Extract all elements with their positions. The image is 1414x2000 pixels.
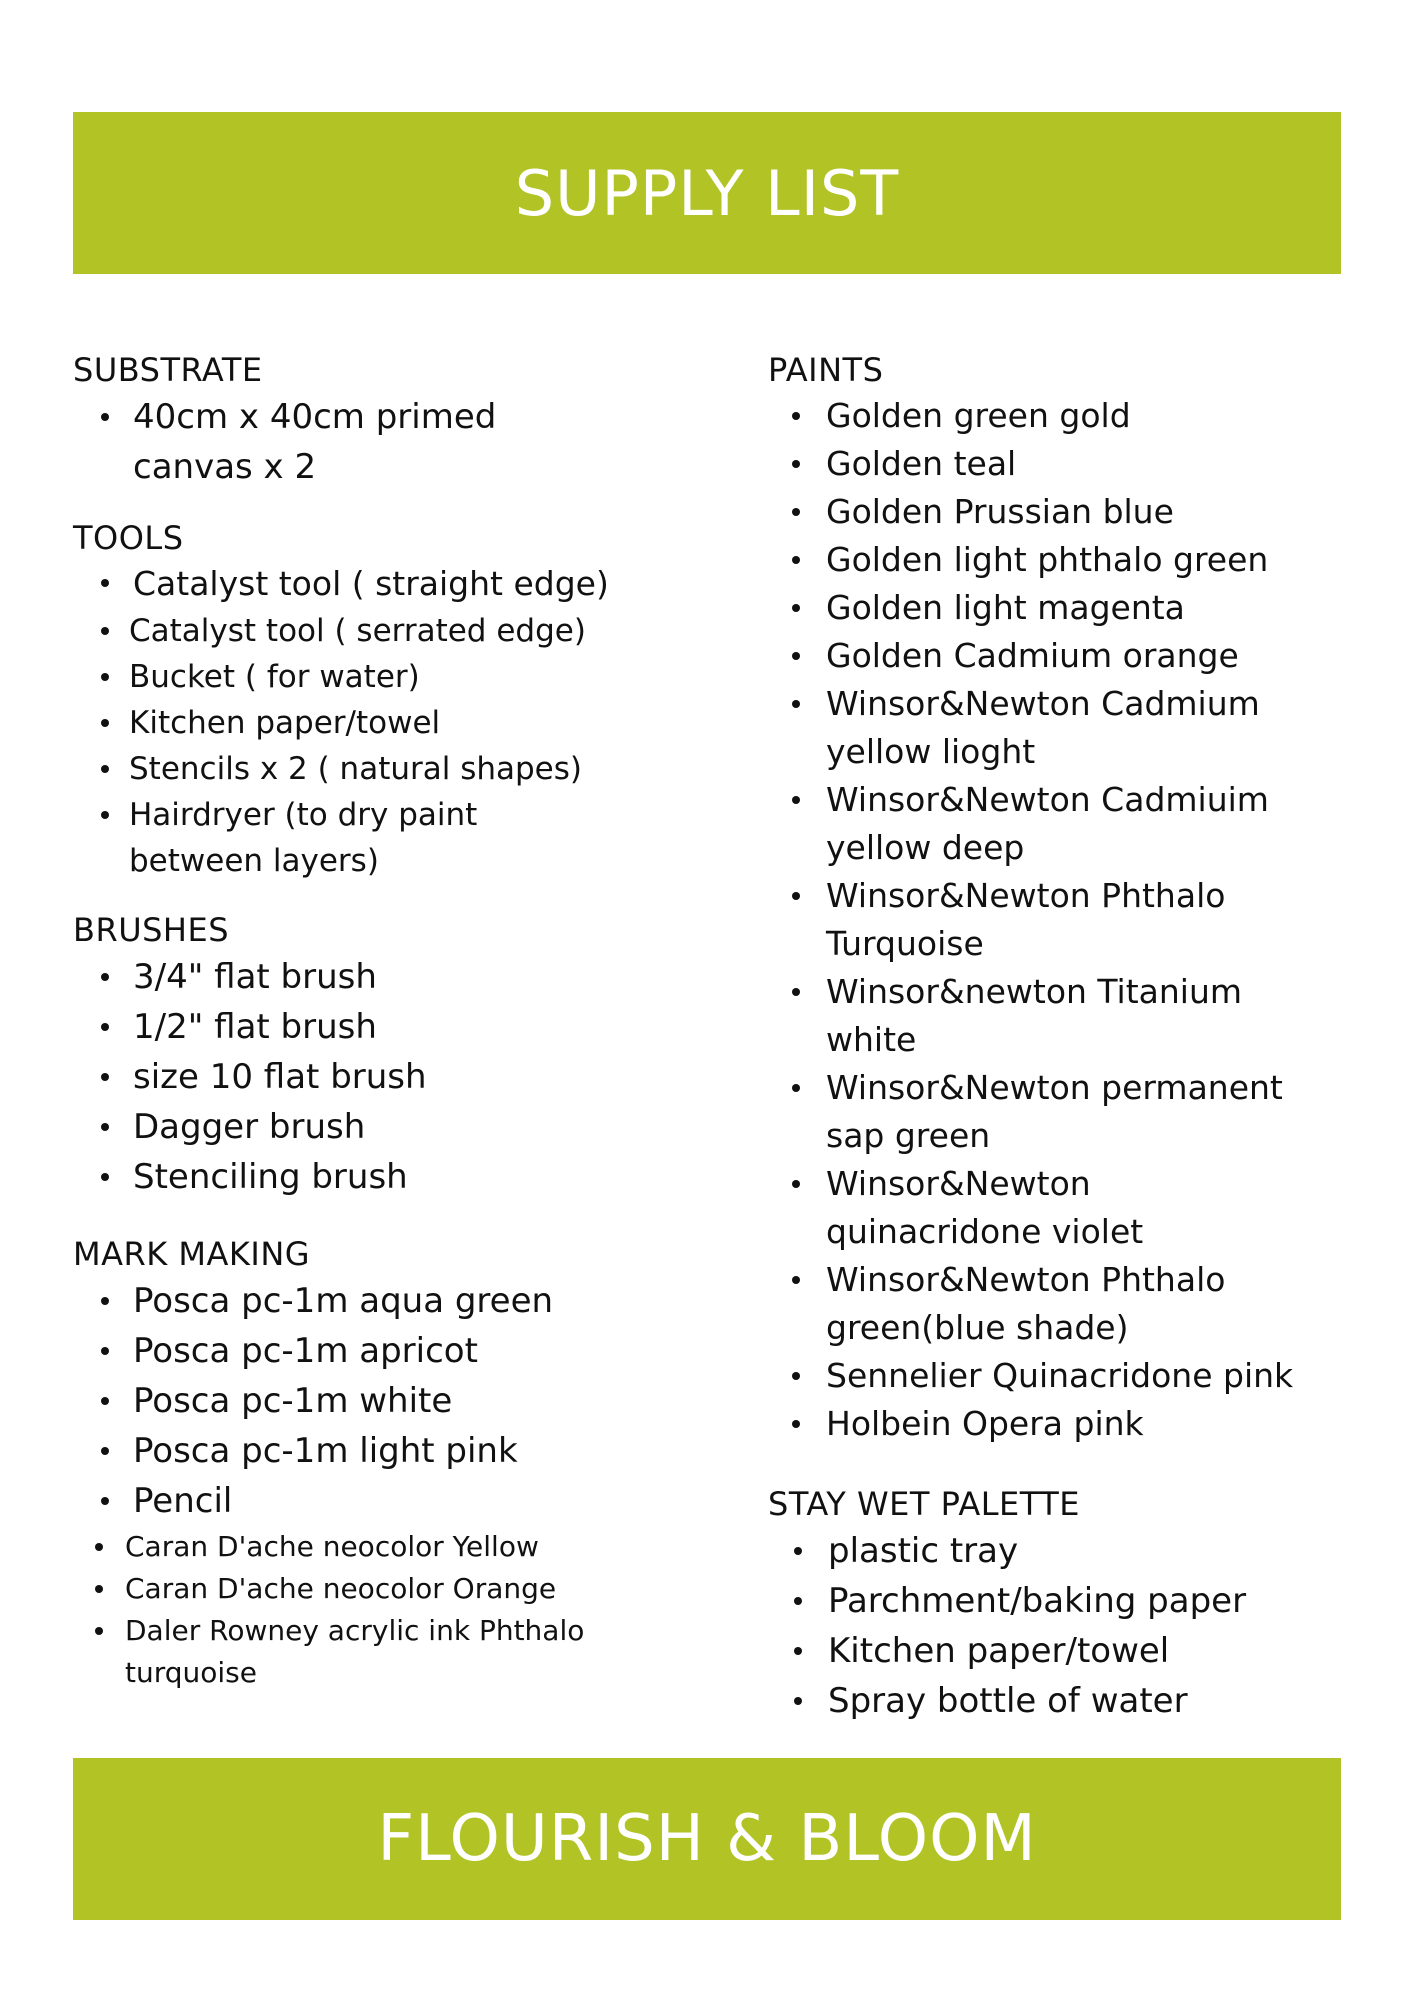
list-item: Posca pc-1m light pink xyxy=(73,1426,693,1476)
list-item: Parchment/baking paper xyxy=(768,1576,1348,1626)
list-tools xyxy=(73,560,633,884)
list-item: Spray bottle of water xyxy=(768,1676,1348,1726)
list-brushes xyxy=(73,952,693,1202)
section-title-mark-making: MARK MAKING xyxy=(73,1235,311,1273)
list-item: Caran D'ache neocolor Orange xyxy=(73,1568,653,1610)
list-item: Kitchen paper/towel xyxy=(73,700,633,746)
list-item: 1/2" flat brush xyxy=(73,1002,693,1052)
footer-title: FLOURISH & BLOOM xyxy=(377,1802,1037,1876)
list-item: Daler Rowney acrylic ink Phthalo turquoise xyxy=(73,1610,653,1694)
list-item: Winsor&Newton Cadmium yellow lioght xyxy=(768,680,1266,776)
list-item: Winsor&newton Titanium white xyxy=(768,968,1266,1064)
list-item: Winsor&Newton Phthalo Turquoise xyxy=(768,872,1246,968)
list-item: Golden Cadmium orange xyxy=(768,632,1328,680)
list-item: Sennelier Quinacridone pink xyxy=(768,1352,1328,1400)
list-item: Catalyst tool ( straight edge) xyxy=(73,560,633,608)
section-title-substrate: SUBSTRATE xyxy=(73,351,263,389)
list-substrate xyxy=(73,392,593,492)
list-item: plastic tray xyxy=(768,1526,1348,1576)
section-title-paints: PAINTS xyxy=(768,351,884,389)
list-item: Pencil xyxy=(73,1476,693,1526)
list-item: Golden Prussian blue xyxy=(768,488,1328,536)
list-item: Caran D'ache neocolor Yellow xyxy=(73,1526,653,1568)
list-item: size 10 flat brush xyxy=(73,1052,693,1102)
section-title-brushes: BRUSHES xyxy=(73,911,230,949)
list-item: Golden light magenta xyxy=(768,584,1328,632)
list-item: Golden green gold xyxy=(768,392,1328,440)
list-item: Golden light phthalo green xyxy=(768,536,1328,584)
list-item: Golden teal xyxy=(768,440,1328,488)
page-title: SUPPLY LIST xyxy=(514,156,900,230)
list-item: Kitchen paper/towel xyxy=(768,1626,1348,1676)
list-item: Stenciling brush xyxy=(73,1152,693,1202)
list-item: Stencils x 2 ( natural shapes) xyxy=(73,746,633,792)
list-item: Hairdryer (to dry paint between layers) xyxy=(73,792,529,884)
list-paints xyxy=(768,392,1328,1448)
list-mark-making-small xyxy=(73,1526,653,1694)
right-column xyxy=(768,348,1348,1726)
list-item: Dagger brush xyxy=(73,1102,693,1152)
section-title-tools: TOOLS xyxy=(73,519,184,557)
header-banner xyxy=(73,112,1341,274)
list-item: Posca pc-1m white xyxy=(73,1376,693,1426)
list-item: Bucket ( for water) xyxy=(73,654,633,700)
list-item: Posca pc-1m apricot xyxy=(73,1326,693,1376)
list-item: Posca pc-1m aqua green xyxy=(73,1276,693,1326)
footer-banner xyxy=(73,1758,1341,1920)
left-column xyxy=(73,348,693,1694)
section-title-stay-wet-palette: STAY WET PALETTE xyxy=(768,1485,1081,1523)
list-item: Winsor&Newton Phthalo green(blue shade) xyxy=(768,1256,1266,1352)
list-mark-making xyxy=(73,1276,693,1526)
list-stay-wet-palette xyxy=(768,1526,1348,1726)
list-item: Winsor&Newton permanent sap green xyxy=(768,1064,1306,1160)
list-item: Holbein Opera pink xyxy=(768,1400,1328,1448)
list-item: Winsor&Newton quinacridone violet xyxy=(768,1160,1186,1256)
list-item: 3/4" flat brush xyxy=(73,952,693,1002)
list-item: 40cm x 40cm primed canvas x 2 xyxy=(73,392,593,492)
list-item: Winsor&Newton Cadmiuim yellow deep xyxy=(768,776,1286,872)
list-item: Catalyst tool ( serrated edge) xyxy=(73,608,633,654)
